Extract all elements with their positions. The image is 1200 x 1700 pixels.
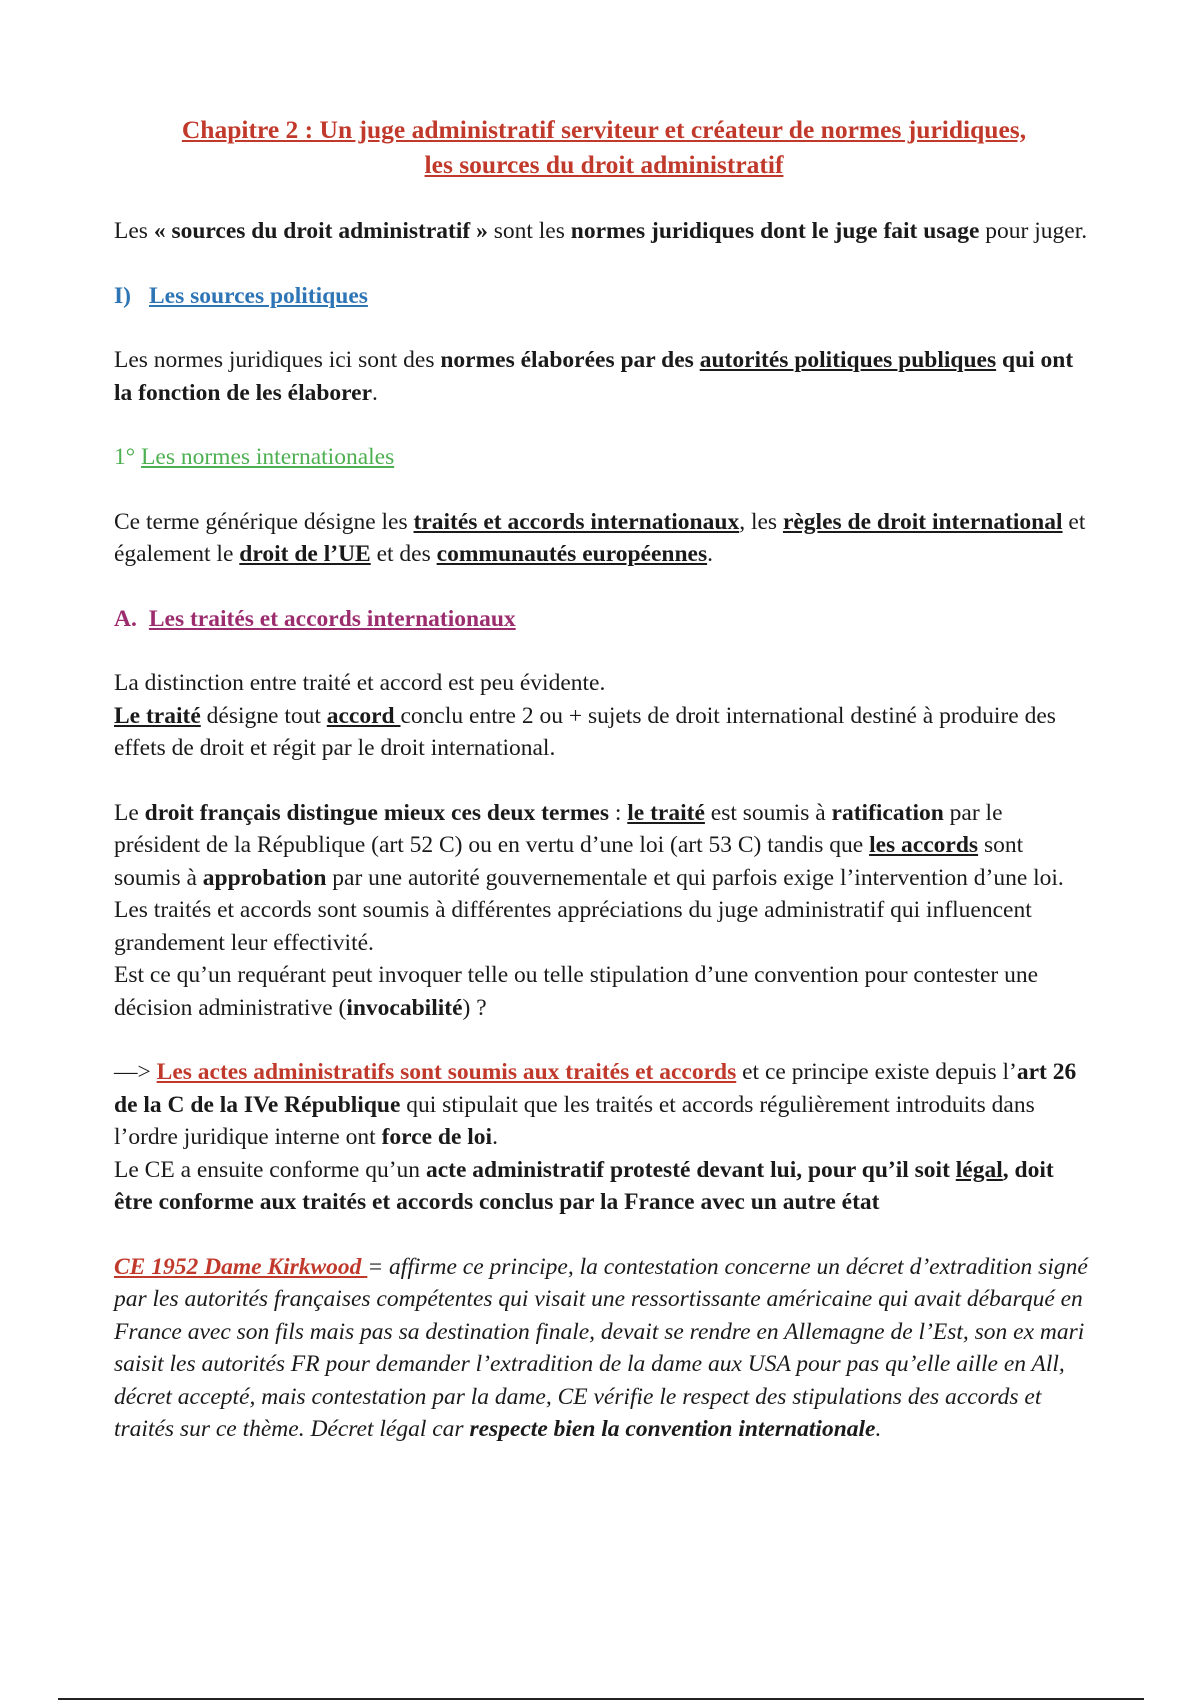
section-heading-sources-politiques: I) Les sources politiques (114, 282, 368, 309)
droit-francais-paragraph: Le droit français distingue mieux ces deux termes : le traité est soumis à ratification par le président de la République (art 52 C) ou en vertu d’une loi (art 53 C) tandis que les accords sont soumis à approbation par une autorité gouvernementale et qui parfois exige l’intervention d’une loi. Les traités et accords sont soumis à différentes appréciations du juge administratif qui influencent grandement leur effectivité. Est ce qu’un requérant peut invoquer telle ou telle stipulation d’une convention pour contester une décision administrative (invocabilité) ? (114, 799, 1064, 1021)
section1-paragraph: Les normes juridiques ici sont des normes élaborées par des autorités politiques publiques qui ont la fonction de les élaborer. (114, 347, 1074, 406)
normes-internationales-paragraph: Ce terme générique désigne les traités et accords internationaux, les règles de droit international et également le droit de l’UE et des communautés européennes. (114, 508, 1086, 567)
intro-paragraph: Les « sources du droit administratif » sont les normes juridiques dont le juge fait usage pour juger. (114, 218, 1088, 244)
document-body (114, 112, 1094, 1446)
actes-administratifs-paragraph: —> Les actes administratifs sont soumis aux traités et accords et ce principe existe depuis l’art 26 de la C de la IVe République qui stipulait que les traités et accords régulièrement introduits dans l’ordre juridique interne ont force de loi. Le CE a ensuite conforme qu’un acte administratif protesté devant lui, pour qu’il soit légal, doit être conforme aux traités et accords conclus par la France avec un autre état (114, 1059, 1077, 1215)
subheading-traites-accords: A. Les traités et accords internationaux (114, 605, 516, 632)
distinction-paragraph: La distinction entre traité et accord est peu évidente. Le traité désigne tout accord conclu entre 2 ou + sujets de droit international destiné à produire des effets de droit et régit par le droit international. (114, 670, 1056, 761)
subheading-normes-internationales: 1° Les normes internationales (114, 444, 395, 470)
chapter-title: Chapitre 2 : Un juge administratif serviteur et créateur de normes juridiques, les sources du droit administratif (181, 115, 1027, 179)
kirkwood-case-paragraph: CE 1952 Dame Kirkwood = affirme ce principe, la contestation concerne un décret d’extradition signé par les autorités françaises compétentes qui visait une ressortissante américaine qui avait débarqué en France avec son fils mais pas sa destination finale, devait se rendre en Allemagne de l’Est, son ex mari saisit les autorités FR pour demander l’extradition de la dame aux USA pour pas qu’elle aille en All, décret accepté, mais contestation par la dame, CE vérifie le respect des stipulations des accords et traités sur ce thème. Décret légal car respecte bien la convention internationale. (114, 1253, 1088, 1442)
